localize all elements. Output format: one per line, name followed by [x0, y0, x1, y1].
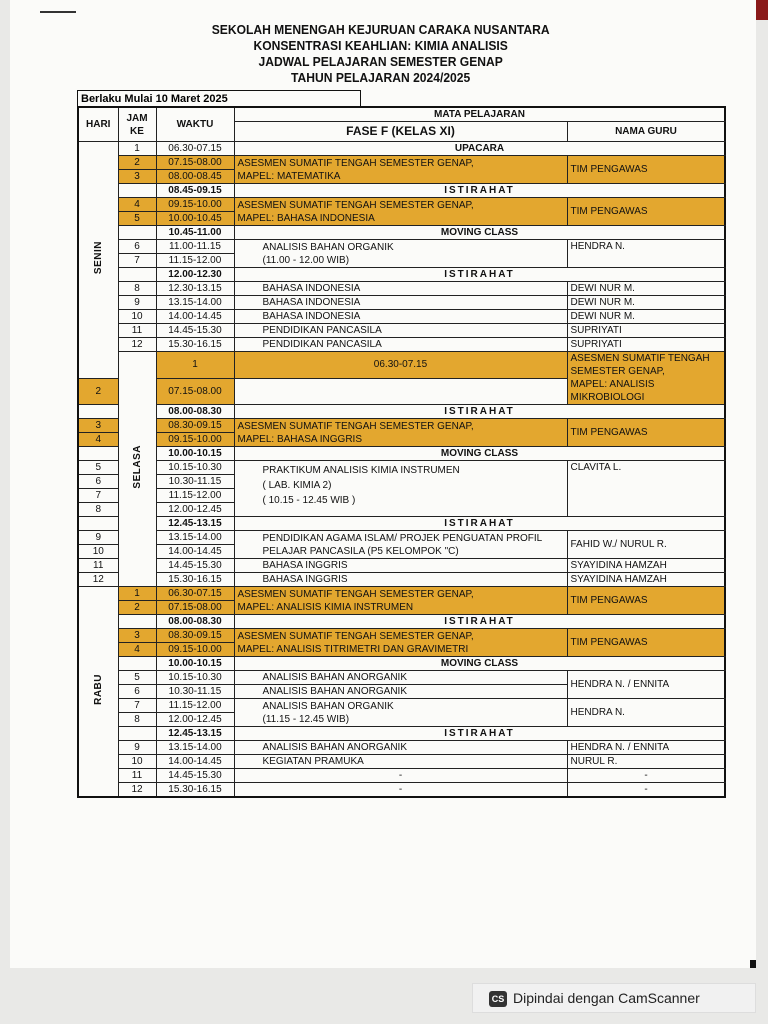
col-header-waktu: WAKTU [156, 107, 234, 142]
assessment-line: ASESMEN SUMATIF TENGAH SEMESTER GENAP, [237, 157, 474, 169]
jam-cell: 11 [78, 559, 118, 573]
subject-name: PENDIDIKAN AGAMA ISLAM/ PROJEK PENGUATAN PROFIL [262, 532, 543, 544]
jam-cell: 3 [118, 170, 156, 184]
assessment-subject: MAPEL: ANALISIS KIMIA INSTRUMEN [237, 601, 414, 613]
jam-cell: 5 [118, 212, 156, 226]
subject-cell: ANALISIS BAHAN ANORGANIK [234, 671, 567, 685]
table-row [78, 240, 725, 254]
waktu-cell: 07.15-08.00 [156, 156, 234, 170]
assessment-subject: MAPEL: BAHASA INGGRIS [237, 433, 362, 445]
waktu-cell: 10.45-11.00 [156, 226, 234, 240]
jam-cell: 11 [118, 324, 156, 338]
jam-cell: 10 [118, 755, 156, 769]
assessment-subject: MAPEL: BAHASA INDONESIA [237, 212, 375, 224]
jam-cell: 2 [118, 156, 156, 170]
moving-class-cell: MOVING CLASS [234, 447, 725, 461]
table-row [78, 769, 725, 783]
assessment-subject: MAPEL: ANALISIS TITRIMETRI DAN GRAVIMETRI [237, 643, 469, 655]
waktu-cell: 07.15-08.00 [156, 601, 234, 615]
day-senin [78, 142, 118, 379]
subject-cell: ANALISIS BAHAN ANORGANIK [234, 741, 567, 755]
waktu-cell: 08.45-09.15 [156, 184, 234, 198]
table-row [78, 156, 725, 170]
table-row [78, 268, 725, 282]
table-row [78, 405, 725, 419]
waktu-cell: 10.00-10.15 [156, 447, 234, 461]
assessment-line: ASESMEN SUMATIF TENGAH SEMESTER GENAP, [570, 353, 710, 377]
col-header-fase: FASE F (KELAS XI) [234, 122, 567, 142]
waktu-cell: 08.00-08.45 [156, 170, 234, 184]
assessment-cell [234, 629, 567, 657]
assessment-subject: MAPEL: ANALISIS MIKROBIOLOGI [570, 379, 655, 403]
watermark-text: Dipindai dengan CamScanner [513, 990, 700, 1006]
jam-cell: 4 [118, 643, 156, 657]
guru-cell: DEWI NUR M. [567, 296, 725, 310]
jam-cell: 2 [118, 601, 156, 615]
waktu-cell: 13.15-14.00 [156, 531, 234, 545]
table-row [78, 419, 725, 433]
day-rabu [78, 587, 118, 798]
subject-cell: ANALISIS BAHAN ANORGANIK [234, 685, 567, 699]
jam-cell: 12 [118, 783, 156, 798]
jam-cell: 5 [118, 671, 156, 685]
table-row [78, 310, 725, 324]
waktu-cell: 09.15-10.00 [156, 643, 234, 657]
waktu-cell: 08.00-08.30 [156, 615, 234, 629]
table-row [78, 296, 725, 310]
table-row [78, 783, 725, 798]
jam-cell: 3 [118, 629, 156, 643]
subject-cell: PENDIDIKAN PANCASILA [234, 338, 567, 352]
jam-cell: 10 [78, 545, 118, 559]
subject-name: PRAKTIKUM ANALISIS KIMIA INSTRUMEN [262, 465, 460, 476]
jam-cell: 7 [78, 489, 118, 503]
waktu-cell: 12.00-12.45 [156, 503, 234, 517]
subject-cell: - [234, 769, 567, 783]
jam-cell: 8 [78, 503, 118, 517]
jam-cell: 2 [78, 378, 118, 405]
waktu-cell: 10.30-11.15 [156, 475, 234, 489]
subject-time-note: (11.00 - 12.00 WIB) [262, 254, 350, 266]
jam-cell: 6 [118, 240, 156, 254]
jam-cell: 1 [118, 142, 156, 156]
waktu-cell: 12.30-13.15 [156, 282, 234, 296]
guru-cell: HENDRA N. [567, 699, 725, 727]
waktu-cell: 08.30-09.15 [156, 419, 234, 433]
guru-cell: SUPRIYATI [567, 324, 725, 338]
subject-cell: BAHASA INGGRIS [234, 559, 567, 573]
waktu-cell: 14.45-15.30 [156, 559, 234, 573]
subject-cell: BAHASA INDONESIA [234, 282, 567, 296]
waktu-cell: 11.15-12.00 [156, 489, 234, 503]
waktu-cell: 10.15-10.30 [156, 461, 234, 475]
waktu-cell: 07.15-08.00 [156, 378, 234, 405]
guru-cell: CLAVITA L. [567, 461, 725, 517]
subject-name-cont: PELAJAR PANCASILA (P5 KELOMPOK "C) [262, 545, 459, 557]
program-name: KONSENTRASI KEAHLIAN: KIMIA ANALISIS [253, 38, 508, 53]
waktu-cell: 14.00-14.45 [156, 310, 234, 324]
camscanner-watermark [472, 983, 756, 1013]
jam-cell: 12 [118, 338, 156, 352]
assessment-line: ASESMEN SUMATIF TENGAH SEMESTER GENAP, [237, 630, 474, 642]
jam-cell: 9 [118, 296, 156, 310]
table-row [78, 142, 725, 156]
subject-cell: - [234, 783, 567, 798]
jam-cell: 11 [118, 769, 156, 783]
subject-cell [234, 699, 567, 727]
jam-cell: 5 [78, 461, 118, 475]
waktu-cell: 06.30-07.15 [156, 587, 234, 601]
guru-cell: TIM PENGAWAS [567, 156, 725, 184]
jam-cell: 4 [78, 433, 118, 447]
col-header-mata-pelajaran: MATA PELAJARAN [234, 107, 725, 122]
break-cell: ISTIRAHAT [234, 615, 725, 629]
guru-cell: NURUL R. [567, 755, 725, 769]
scan-corner-mark [750, 960, 756, 968]
break-cell: ISTIRAHAT [234, 727, 725, 741]
schedule-table [77, 106, 726, 798]
waktu-cell: 15.30-16.15 [156, 783, 234, 798]
subject-name: ANALISIS BAHAN ORGANIK [262, 241, 394, 253]
assessment-line: ASESMEN SUMATIF TENGAH SEMESTER GENAP, [237, 199, 474, 211]
waktu-cell: 10.00-10.45 [156, 212, 234, 226]
subject-cell [234, 531, 567, 559]
guru-cell: SYAYIDINA HAMZAH [567, 559, 725, 573]
schedule-title: JADWAL PELAJARAN SEMESTER GENAP [258, 54, 503, 69]
waktu-cell: 12.45-13.15 [156, 517, 234, 531]
waktu-cell: 12.00-12.30 [156, 268, 234, 282]
table-row [78, 755, 725, 769]
waktu-cell: 12.45-13.15 [156, 727, 234, 741]
waktu-cell: 15.30-16.15 [156, 338, 234, 352]
col-header-nama-guru: NAMA GURU [567, 122, 725, 142]
subject-cell: PENDIDIKAN PANCASILA [234, 324, 567, 338]
subject-cell: BAHASA INDONESIA [234, 310, 567, 324]
table-row [78, 699, 725, 713]
table-row [78, 657, 725, 671]
col-header-jam: JAM KE [118, 107, 156, 142]
jam-cell: 9 [78, 531, 118, 545]
jam-cell: 8 [118, 282, 156, 296]
table-row [78, 282, 725, 296]
guru-cell: HENDRA N. [567, 240, 725, 268]
break-cell: ISTIRAHAT [234, 268, 725, 282]
assessment-cell [567, 352, 725, 405]
assessment-cell [234, 419, 567, 447]
jam-cell: 1 [118, 587, 156, 601]
guru-cell: DEWI NUR M. [567, 282, 725, 296]
jam-cell: 10 [118, 310, 156, 324]
table-row [78, 517, 725, 531]
subject-cell: BAHASA INGGRIS [234, 573, 567, 587]
waktu-cell: 06.30-07.15 [156, 142, 234, 156]
assessment-cell [234, 198, 567, 226]
waktu-cell: 14.00-14.45 [156, 755, 234, 769]
table-row [78, 184, 725, 198]
assessment-subject: MAPEL: MATEMATIKA [237, 170, 341, 182]
guru-cell: SUPRIYATI [567, 338, 725, 352]
guru-cell: TIM PENGAWAS [567, 198, 725, 226]
subject-time-note: ( 10.15 - 12.45 WIB ) [262, 495, 356, 506]
guru-cell: - [567, 769, 725, 783]
col-header-hari: HARI [78, 107, 118, 142]
jam-cell: 7 [118, 254, 156, 268]
assessment-line: ASESMEN SUMATIF TENGAH SEMESTER GENAP, [237, 588, 474, 600]
guru-cell: TIM PENGAWAS [567, 419, 725, 447]
school-name: SEKOLAH MENENGAH KEJURUAN CARAKA NUSANTARA [211, 22, 550, 37]
assessment-line: ASESMEN SUMATIF TENGAH SEMESTER GENAP, [237, 420, 474, 432]
table-row [78, 352, 725, 379]
table-row [78, 461, 725, 475]
subject-cell: KEGIATAN PRAMUKA [234, 755, 567, 769]
subject-location: ( LAB. KIMIA 2) [262, 480, 332, 491]
effective-date: Berlaku Mulai 10 Maret 2025 [77, 90, 361, 107]
waktu-cell: 13.15-14.00 [156, 741, 234, 755]
waktu-cell: 15.30-16.15 [156, 573, 234, 587]
assessment-cell [234, 587, 567, 615]
ceremony-cell: UPACARA [234, 142, 725, 156]
waktu-cell: 08.30-09.15 [156, 629, 234, 643]
jam-cell: 3 [78, 419, 118, 433]
guru-cell: SYAYIDINA HAMZAH [567, 573, 725, 587]
table-row [78, 741, 725, 755]
day-label: RABU [92, 674, 104, 705]
subject-time-note: (11.15 - 12.45 WIB) [262, 713, 350, 725]
guru-cell: FAHID W./ NURUL R. [567, 531, 725, 559]
table-row [78, 587, 725, 601]
subject-cell [234, 461, 567, 517]
guru-cell: HENDRA N. / ENNITA [567, 741, 725, 755]
subject-name: ANALISIS BAHAN ORGANIK [262, 700, 394, 712]
guru-cell: - [567, 783, 725, 798]
break-cell: ISTIRAHAT [234, 517, 725, 531]
waktu-cell: 11.15-12.00 [156, 254, 234, 268]
assessment-cell [234, 156, 567, 184]
table-row [78, 615, 725, 629]
day-label: SELASA [131, 445, 143, 489]
academic-year: TAHUN PELAJARAN 2024/2025 [291, 70, 471, 85]
break-cell: ISTIRAHAT [234, 184, 725, 198]
jam-cell: 12 [78, 573, 118, 587]
waktu-cell: 06.30-07.15 [234, 352, 567, 379]
table-row [78, 671, 725, 685]
document-header [190, 22, 571, 86]
waktu-cell: 09.15-10.00 [156, 198, 234, 212]
waktu-cell: 10.00-10.15 [156, 657, 234, 671]
waktu-cell: 11.00-11.15 [156, 240, 234, 254]
subject-cell: BAHASA INDONESIA [234, 296, 567, 310]
table-row [78, 324, 725, 338]
waktu-cell: 08.00-08.30 [156, 405, 234, 419]
jam-cell: 8 [118, 713, 156, 727]
waktu-cell: 14.45-15.30 [156, 769, 234, 783]
day-label: SENIN [92, 241, 104, 275]
waktu-cell: 11.15-12.00 [156, 699, 234, 713]
waktu-cell: 10.30-11.15 [156, 685, 234, 699]
waktu-cell: 09.15-10.00 [156, 433, 234, 447]
jam-cell: 7 [118, 699, 156, 713]
table-row [78, 727, 725, 741]
waktu-cell: 14.00-14.45 [156, 545, 234, 559]
table-row [78, 573, 725, 587]
table-header-row [78, 107, 725, 122]
waktu-cell: 13.15-14.00 [156, 296, 234, 310]
jam-cell: 1 [156, 352, 234, 379]
top-mark-line [40, 11, 76, 13]
guru-cell: TIM PENGAWAS [567, 587, 725, 615]
subject-cell [234, 240, 567, 268]
page-edge-strip [756, 0, 768, 20]
jam-cell: 4 [118, 198, 156, 212]
camscanner-logo-icon: CS [489, 991, 507, 1007]
table-row [78, 531, 725, 545]
table-row [78, 226, 725, 240]
jam-cell: 6 [118, 685, 156, 699]
table-row [78, 198, 725, 212]
day-selasa [118, 352, 156, 587]
table-row [78, 559, 725, 573]
guru-cell: DEWI NUR M. [567, 310, 725, 324]
jam-cell: 9 [118, 741, 156, 755]
table-row [78, 447, 725, 461]
waktu-cell: 14.45-15.30 [156, 324, 234, 338]
waktu-cell: 12.00-12.45 [156, 713, 234, 727]
jam-cell: 6 [78, 475, 118, 489]
table-row [78, 338, 725, 352]
table-row [78, 629, 725, 643]
guru-cell: TIM PENGAWAS [567, 629, 725, 657]
break-cell: ISTIRAHAT [234, 405, 725, 419]
moving-class-cell: MOVING CLASS [234, 226, 725, 240]
moving-class-cell: MOVING CLASS [234, 657, 725, 671]
waktu-cell: 10.15-10.30 [156, 671, 234, 685]
guru-cell: HENDRA N. / ENNITA [567, 671, 725, 699]
